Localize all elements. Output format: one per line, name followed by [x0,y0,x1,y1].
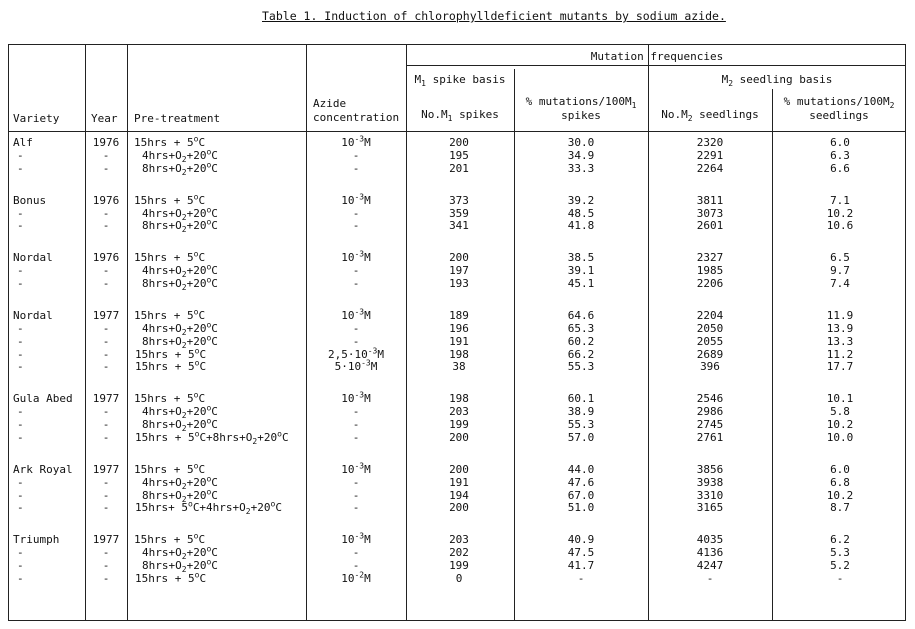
cell-pretreatment: $4hrs+O_2+20^oC$ [142,474,218,491]
header-no-m2-seedlings: $No.M_2$ seedlings [661,108,759,124]
cell-year: - [102,219,110,233]
cell-pct-m1: 34.9 [567,148,595,162]
cell-year: 1977 [92,462,120,476]
cell-m2-seedlings: 2761 [696,430,724,444]
cell-pretreatment: $15hrs + 5^oC$ [134,134,206,149]
cell-pct-m1: 30.0 [567,136,595,149]
cell-azide-concentration: - [352,488,360,502]
cell-azide-concentration: $10^{-3}M$ [341,134,371,149]
cell-m1-spikes: 193 [449,277,469,290]
cell-pct-m1: 67.0 [567,488,595,502]
cell-pretreatment: $4hrs+O_2+20^oC$ [142,544,218,562]
cell-pct-m1: 55.3 [567,418,595,431]
cell-azide-concentration: - [352,206,360,220]
cell-azide-concentration: $10^{-3}M$ [341,192,371,207]
cell-m1-spikes: 200 [449,136,469,149]
cell-pct-m2: 17.7 [826,360,854,374]
cell-m2-seedlings: 4035 [696,533,724,547]
cell-year: - [102,277,110,290]
header-pct-m1-unit: spikes [561,109,601,122]
cell-variety: Triumph [13,533,60,547]
cell-variety: - [17,546,24,560]
cell-year: - [102,334,110,348]
cell-m1-spikes: 200 [449,430,469,444]
cell-variety: Gula Abed [13,392,73,406]
cell-pct-m1: 66.2 [567,347,595,361]
cell-pretreatment: $15hrs + 5^oC$ [135,345,207,361]
cell-azide-concentration: - [352,219,360,233]
cell-m1-spikes: 201 [449,161,469,175]
cell-pct-m2: 10.2 [826,418,854,431]
cell-year: 1977 [92,392,120,406]
cell-m1-spikes: 191 [449,334,469,348]
cell-year: - [102,501,110,515]
cell-year: - [102,360,110,374]
cell-m1-spikes: 200 [449,462,469,476]
cell-pretreatment: $4hrs+O_2+20^oC$ [142,204,218,222]
cell-variety: - [17,405,24,419]
cell-pct-m1: 57.0 [567,430,595,444]
cell-azide-concentration: - [352,148,360,162]
cell-variety: - [17,488,24,502]
cell-pct-m2: 6.2 [830,533,850,547]
cell-m2-seedlings: 2327 [696,251,724,265]
cell-variety: - [17,571,24,585]
cell-year: 1977 [92,533,120,547]
cell-pct-m2: 6.5 [830,251,850,265]
cell-m1-spikes: 203 [449,405,469,419]
header-pretreatment: Pre-treatment [134,112,221,125]
cell-pretreatment: $15hrs + 5^oC$ [134,531,206,547]
cell-variety: Nordal [13,251,53,265]
cell-m2-seedlings: 2320 [696,136,724,149]
cell-pretreatment: $15hrs + 5^oC$ [135,358,207,374]
cell-pretreatment: $4hrs+O_2+20^oC$ [142,262,218,280]
cell-pct-m1: 65.3 [567,321,595,335]
cell-pct-m1: 48.5 [567,206,595,220]
cell-azide-concentration: $10^{-2}M$ [341,570,371,585]
cell-pct-m1: 47.6 [567,475,595,489]
cell-m1-spikes: 197 [449,264,469,278]
cell-azide-concentration: - [352,321,360,335]
cell-year: - [102,546,110,560]
cell-m2-seedlings: 3310 [696,488,724,502]
cell-year: - [102,347,110,361]
cell-m2-seedlings: 2264 [696,161,724,175]
header-rule [406,65,905,66]
cell-pretreatment: $15hrs + 5^oC$ [134,461,206,476]
cell-azide-concentration: - [352,161,360,175]
header-pct-m1: % mutations/$100M_1$ [525,95,637,111]
cell-azide-concentration: - [352,405,360,419]
cell-m1-spikes: 198 [449,392,469,406]
cell-pretreatment: $8hrs+O_2+20^oC$ [142,557,218,575]
cell-year: - [102,475,110,489]
cell-variety: Ark Royal [13,462,73,476]
cell-m1-spikes: 200 [449,251,469,265]
cell-variety: - [17,206,24,220]
cell-m2-seedlings: 3856 [696,462,724,476]
cell-year: - [102,405,110,419]
cell-pretreatment: $8hrs+O_2+20^oC$ [142,217,218,235]
cell-pct-m2: 5.8 [830,405,850,419]
table-title: Table 1. Induction of chlorophylldeficient mutants by sodium azide. [262,9,726,23]
cell-m2-seedlings: 2601 [696,219,724,233]
cell-m2-seedlings: - [706,571,714,585]
cell-m1-spikes: 199 [449,559,469,572]
col-rule [772,89,773,620]
cell-variety: - [17,418,24,431]
cell-pretreatment: $15hrs + 5^oC$ [134,192,206,207]
cell-m2-seedlings: 2206 [696,277,724,290]
cell-m1-spikes: 195 [449,148,469,162]
cell-m2-seedlings: 2689 [696,347,724,361]
cell-m2-seedlings: 2291 [696,148,724,162]
header-rule [9,131,905,132]
cell-m1-spikes: 373 [449,193,469,207]
cell-m2-seedlings: 4247 [696,559,724,572]
cell-m1-spikes: 200 [449,501,469,515]
cell-azide-concentration: $10^{-3}M$ [341,307,371,323]
cell-m1-spikes: 191 [449,475,469,489]
cell-pct-m1: - [577,571,585,585]
cell-pct-m1: 38.9 [567,405,595,419]
cell-variety: - [17,148,24,162]
cell-variety: - [17,475,24,489]
cell-pct-m2: 8.7 [830,501,850,515]
cell-year: 1977 [92,309,120,323]
cell-pct-m1: 60.1 [567,392,595,406]
cell-m1-spikes: 198 [449,347,469,361]
cell-azide-concentration: - [352,501,360,515]
cell-pretreatment: $8hrs+O_2+20^oC$ [142,159,218,177]
cell-year: - [102,161,110,175]
cell-azide-concentration: - [352,559,360,572]
cell-year: 1976 [92,251,120,265]
header-azide: Azide [313,97,347,110]
cell-pct-m2: 6.8 [830,475,850,489]
cell-m2-seedlings: 3165 [696,501,724,515]
cell-m1-spikes: 341 [449,219,469,233]
cell-pct-m1: 55.3 [567,360,595,374]
col-rule [514,69,515,620]
cell-pct-m2: 13.3 [826,334,854,348]
cell-m2-seedlings: 2745 [696,418,724,431]
header-pct-m2: % mutations/$100M_2$ [783,95,895,111]
cell-pct-m1: 38.5 [567,251,595,265]
cell-pct-m2: 7.4 [830,277,850,290]
cell-variety: - [17,347,24,361]
cell-pct-m2: 6.0 [830,136,850,149]
cell-pct-m1: 40.9 [567,533,595,547]
cell-m2-seedlings: 2204 [696,309,724,323]
cell-variety: - [17,501,24,515]
cell-m1-spikes: 0 [455,571,463,585]
cell-pct-m2: 5.2 [830,559,850,572]
cell-azide-concentration: $5\cdot 10^{-3}M$ [334,358,378,374]
cell-m1-spikes: 38 [452,360,466,374]
cell-year: - [102,206,110,220]
cell-pct-m2: 11.2 [826,347,854,361]
cell-pct-m1: 60.2 [567,334,595,348]
cell-year: - [102,148,110,162]
cell-azide-concentration: $10^{-3}M$ [341,461,371,476]
cell-pct-m2: 9.7 [830,264,850,278]
cell-pct-m2: 13.9 [826,321,854,335]
cell-pct-m2: 10.6 [826,219,854,233]
cell-m1-spikes: 203 [449,533,469,547]
cell-pretreatment: $8hrs+O_2+20^oC$ [142,416,218,434]
cell-m2-seedlings: 396 [700,360,720,374]
cell-variety: - [17,321,24,335]
cell-pct-m1: 44.0 [567,462,595,476]
cell-m2-seedlings: 4136 [696,546,724,560]
cell-pretreatment: $15hrs+ 5^oC+4hrs+O_2+20^oC$ [135,499,282,517]
cell-variety: Nordal [13,309,53,323]
cell-m2-seedlings: 3938 [696,475,724,489]
cell-m1-spikes: 194 [449,488,469,502]
cell-m2-seedlings: 2986 [696,405,724,419]
cell-m1-spikes: 196 [449,321,469,335]
header-year: Year [91,112,118,125]
header-mutation-frequencies: Mutation frequencies [590,50,724,63]
cell-azide-concentration: $10^{-3}M$ [341,531,371,547]
cell-pretreatment: $15hrs + 5^oC$ [134,390,206,406]
cell-azide-concentration: - [352,475,360,489]
cell-m1-spikes: 359 [449,206,469,220]
cell-pct-m2: 10.2 [826,206,854,220]
cell-azide-concentration: - [352,277,360,290]
header-m2-basis: $M_2$ seedling basis [721,73,833,89]
cell-pretreatment: $8hrs+O_2+20^oC$ [142,486,218,504]
cell-variety: - [17,161,24,175]
cell-pretreatment: $15hrs + 5^oC+8hrs+O_2+20^oC$ [135,429,289,446]
cell-pretreatment: $4hrs+O_2+20^oC$ [142,147,218,164]
cell-m2-seedlings: 2546 [696,392,724,406]
header-no-m1-spikes: $No.M_1$ spikes [421,108,499,124]
cell-variety: - [17,430,24,444]
cell-azide-concentration: - [352,264,360,278]
cell-variety: - [17,264,24,278]
cell-pct-m1: 64.6 [567,309,595,323]
cell-year: - [102,571,110,585]
cell-pct-m1: 45.1 [567,277,595,290]
cell-pct-m2: 10.1 [826,392,854,406]
cell-variety: - [17,360,24,374]
cell-pretreatment: $4hrs+O_2+20^oC$ [142,320,218,338]
cell-pct-m1: 51.0 [567,501,595,515]
cell-pct-m2: 7.1 [830,193,850,207]
cell-pct-m2: 10.2 [826,488,854,502]
cell-year: 1976 [92,136,120,149]
cell-variety: Alf [13,136,33,149]
header-azide-concentration: concentration [313,111,400,124]
cell-pretreatment: $15hrs + 5^oC$ [134,249,206,265]
data-table [8,44,906,621]
cell-azide-concentration: - [352,430,360,444]
cell-pct-m2: - [836,571,844,585]
cell-m2-seedlings: 3073 [696,206,724,220]
cell-m2-seedlings: 1985 [696,264,724,278]
cell-pct-m1: 47.5 [567,546,595,560]
cell-pct-m2: 11.9 [826,309,854,323]
cell-azide-concentration: $10^{-3}M$ [341,390,371,406]
cell-variety: - [17,219,24,233]
cell-azide-concentration: $10^{-3}M$ [341,249,371,265]
cell-year: - [102,264,110,278]
cell-year: - [102,488,110,502]
cell-variety: - [17,559,24,572]
cell-azide-concentration: $2,5\cdot 10^{-3}M$ [327,345,385,361]
cell-pct-m2: 6.3 [830,148,850,162]
cell-azide-concentration: - [352,546,360,560]
cell-m1-spikes: 189 [449,309,469,323]
cell-variety: Bonus [13,193,47,207]
cell-year: - [102,418,110,431]
cell-azide-concentration: - [352,418,360,431]
cell-m2-seedlings: 3811 [696,193,724,207]
header-pct-m2-unit: seedlings [809,109,869,122]
cell-pct-m1: 33.3 [567,161,595,175]
cell-pretreatment: $8hrs+O_2+20^oC$ [142,333,218,350]
cell-year: - [102,321,110,335]
cell-pct-m1: 39.2 [567,193,595,207]
cell-year: - [102,559,110,572]
cell-azide-concentration: - [352,334,360,348]
header-m1-basis: $M_1$ spike basis [414,73,506,89]
cell-pct-m2: 6.6 [830,161,850,175]
cell-pretreatment: $8hrs+O_2+20^oC$ [142,275,218,293]
cell-variety: - [17,277,24,290]
cell-pretreatment: $15hrs + 5^oC$ [135,570,207,585]
cell-pct-m1: 41.8 [567,219,595,233]
cell-year: - [102,430,110,444]
cell-m1-spikes: 199 [449,418,469,431]
cell-pct-m1: 41.7 [567,559,595,572]
cell-pretreatment: $4hrs+O_2+20^oC$ [142,403,218,421]
cell-pct-m2: 5.3 [830,546,850,560]
cell-year: 1976 [92,193,120,207]
cell-m2-seedlings: 2055 [696,334,724,348]
cell-m2-seedlings: 2050 [696,321,724,335]
cell-m1-spikes: 202 [449,546,469,560]
cell-pct-m2: 10.0 [826,430,854,444]
cell-pct-m2: 6.0 [830,462,850,476]
cell-pretreatment: $15hrs + 5^oC$ [134,307,206,323]
cell-pct-m1: 39.1 [567,264,595,278]
header-variety: Variety [13,112,60,125]
cell-variety: - [17,334,24,348]
